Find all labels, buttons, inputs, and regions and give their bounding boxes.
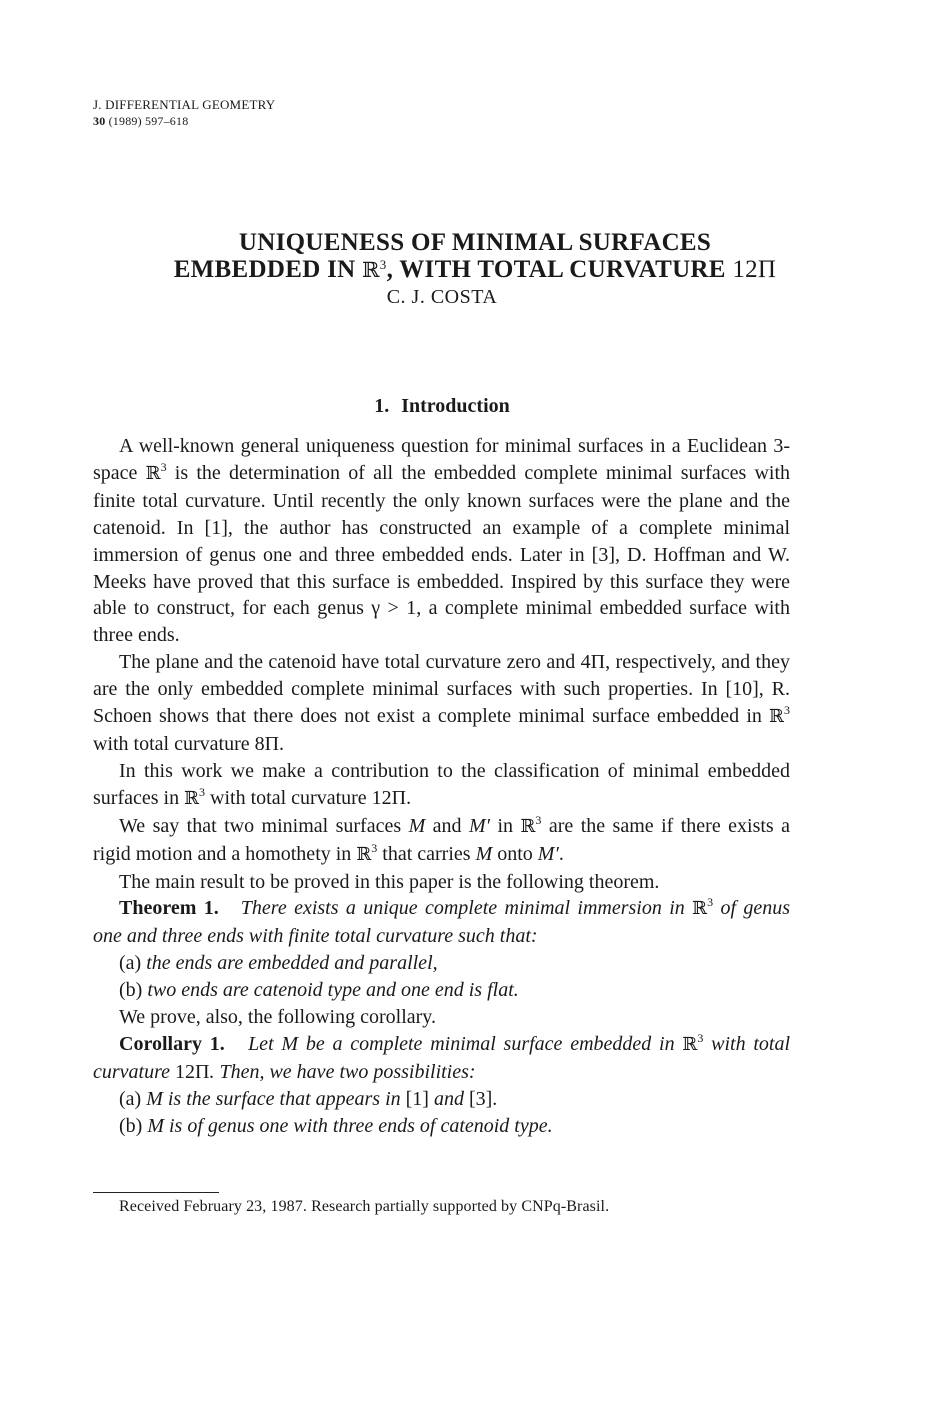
section-heading	[0, 395, 884, 418]
journal-header	[93, 97, 275, 129]
journal-issue-pages: (1989) 597–618	[105, 114, 189, 128]
theorem-label: Theorem 1.	[119, 897, 219, 920]
theorem-item-a: (a) the ends are embedded and parallel,	[119, 952, 438, 975]
corollary-label: Corollary 1.	[119, 1032, 225, 1055]
journal-name: J. DIFFERENTIAL GEOMETRY	[93, 97, 276, 112]
theorem-item-b: (b) two ends are catenoid type and one end is flat.	[119, 979, 519, 1002]
corollary-item-a: (a) M is the surface that appears in [1] and [3].	[119, 1087, 498, 1110]
paragraph-3: In this work we make a contribution to the classification of minimal embedded surfaces in ℝ$^3$ with total curvature 12Π.	[93, 759, 790, 809]
journal-volume: 30	[93, 114, 106, 128]
title-line-1: UNIQUENESS OF MINIMAL SURFACES	[238, 229, 712, 256]
title-line-2	[60, 256, 890, 284]
author: C. J. COSTA	[386, 286, 498, 308]
paragraph-5: The main result to be proved in this paper is the following theorem.	[119, 870, 660, 893]
section-number: 1.	[374, 395, 390, 417]
title-r-symbol: ℝ$^3$	[362, 257, 387, 282]
title-line-2-b: , WITH TOTAL CURVATURE	[386, 256, 733, 283]
footnote-rule	[93, 1192, 219, 1193]
title-line-2-a: EMBEDDED IN	[173, 256, 363, 283]
title-curvature: 12Π	[732, 256, 777, 283]
body-text	[93, 433, 790, 1140]
paragraph-2: The plane and the catenoid have total curvature zero and 4Π, respectively, and they are the only embedded complete minimal surfaces with such properties. In [10], R. Schoen shows that there does not exist a complete minimal surface embedded in ℝ$^3$ with total curvature 8Π.	[93, 651, 790, 755]
theorem-1: Theorem 1. There exists a unique complete minimal immersion in ℝ$^3$ of genus one and three ends with finite total curvature such that:	[93, 895, 791, 948]
paragraph-4: We say that two minimal surfaces M and M′ in ℝ$^3$ are the same if there exists a rigid motion and a homothety in ℝ$^3$ that carries M onto M′.	[93, 812, 790, 865]
footnote: Received February 23, 1987. Research partially supported by CNPq-Brasil.	[119, 1198, 610, 1215]
corollary-1: Corollary 1. Let M be a complete minimal surface embedded in ℝ$^3$ with total curvature 12Π. Then, we have two possibilities:	[93, 1030, 791, 1083]
section-title: Introduction	[401, 395, 510, 417]
paragraph-6: We prove, also, the following corollary.	[119, 1006, 437, 1029]
journal-volume-line	[93, 113, 275, 129]
paragraph-1: A well-known general uniqueness question for minimal surfaces in a Euclidean 3-space ℝ$^3$ is the determination of all the embedded complete minimal surfaces with finite total curvature. Until recently the only known surfaces were the plane and the catenoid. In [1], the author has constructed an example of a complete minimal immersion of genus one and three embedded ends. Later in [3], D. Hoffman and W. Meeks have proved that this surface is embedded. Inspired by this surface they were able to construct, for each genus γ > 1, a complete minimal embedded surface with three ends.	[93, 435, 790, 647]
paper-title	[60, 229, 890, 284]
corollary-item-b: (b) M is of genus one with three ends of catenoid type.	[119, 1114, 553, 1137]
